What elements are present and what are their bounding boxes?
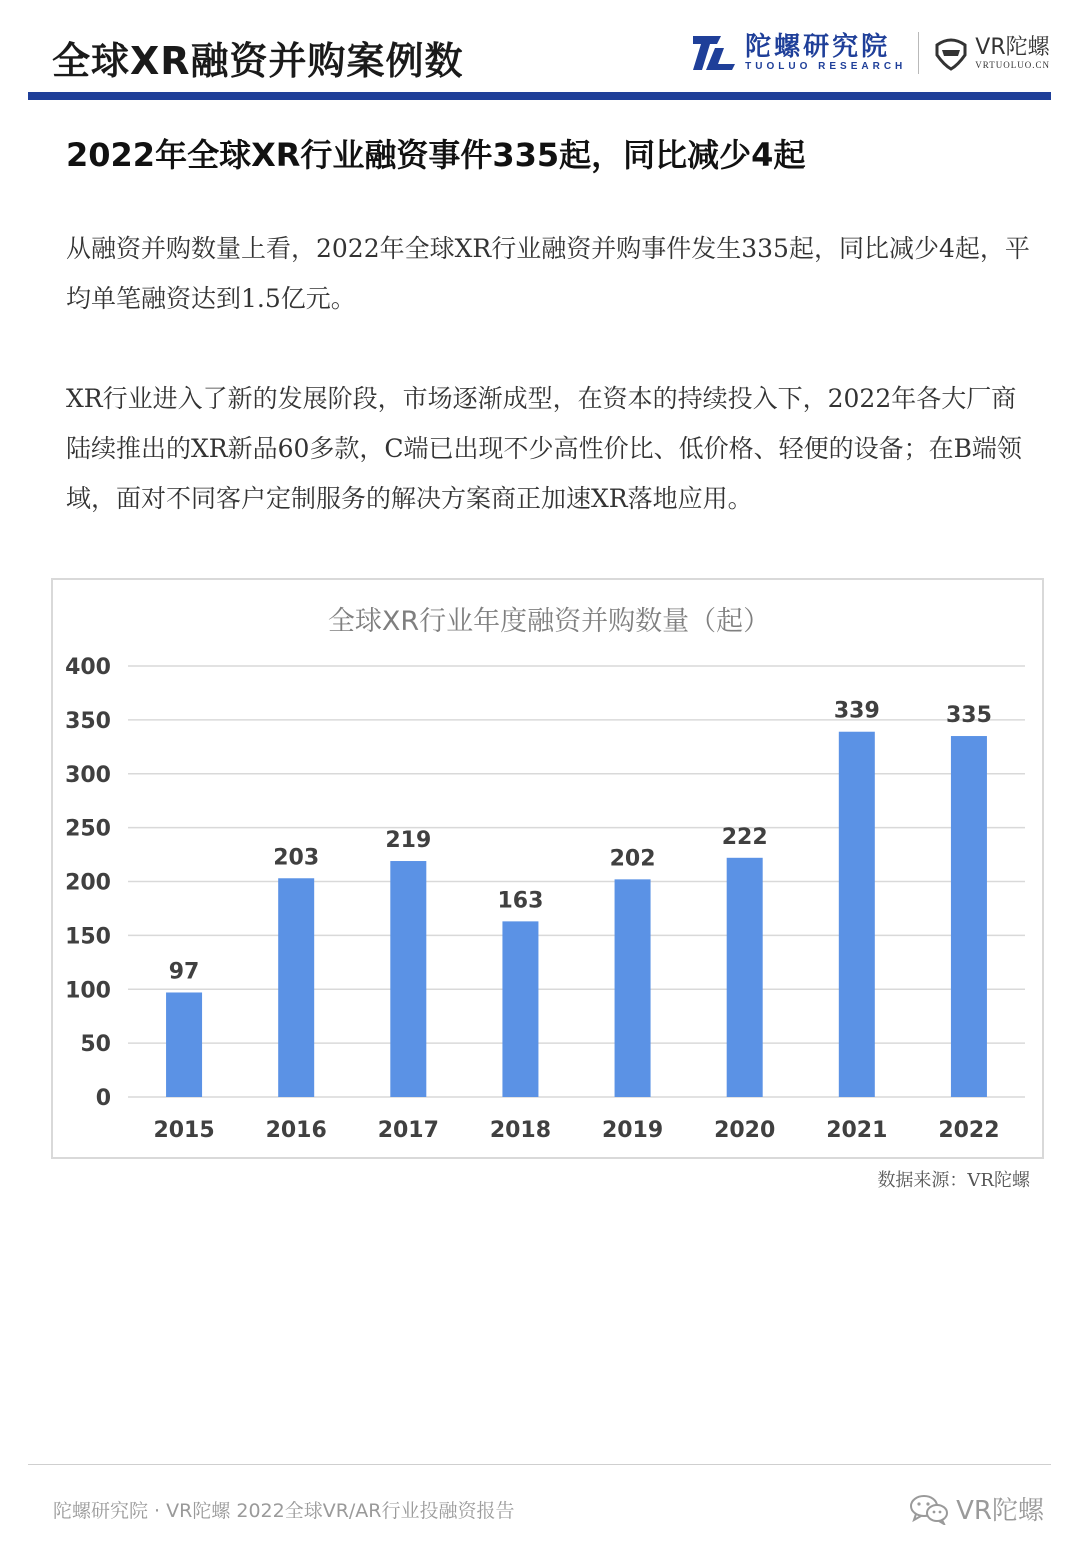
data-label: 97	[168, 959, 200, 985]
y-tick-label: 0	[95, 1086, 111, 1111]
y-tick-label: 250	[65, 816, 111, 842]
brand-logos	[691, 28, 1050, 78]
wechat-icon	[908, 1493, 950, 1525]
brand-name-cn: 陀螺研究院	[745, 32, 891, 62]
bar	[390, 861, 426, 1097]
x-tick-label: 2021	[826, 1118, 888, 1143]
bar	[727, 858, 763, 1097]
vr-name-en: VRTUOLUO.CN	[975, 60, 1050, 70]
bar	[502, 921, 538, 1097]
bar	[839, 732, 875, 1097]
y-tick-label: 200	[65, 870, 111, 896]
bar	[278, 878, 314, 1097]
footer-rule	[28, 1464, 1051, 1465]
paragraph-1: 从融资并购数量上看，2022年全球XR行业融资并购事件发生335起，同比减少4起，平均单笔融资达到1.5亿元。	[66, 234, 1030, 313]
x-tick-label: 2019	[601, 1118, 664, 1143]
x-tick-label: 2020	[714, 1118, 776, 1143]
chart-container	[51, 578, 1044, 1159]
brand-separator	[918, 32, 919, 74]
brand-name-en: TUOLUO RESEARCH	[745, 61, 907, 72]
vr-tuoluo-logo	[931, 33, 1050, 73]
page-title: 全球XR融资并购案例数	[52, 39, 464, 83]
x-tick-label: 2022	[938, 1118, 1000, 1143]
y-tick-label: 50	[80, 1032, 111, 1058]
y-tick-label: 150	[65, 924, 111, 950]
vr-headset-icon	[931, 33, 971, 73]
wechat-account	[908, 1490, 1044, 1527]
data-source: 数据来源：VR陀螺	[877, 1170, 1030, 1191]
bar	[951, 736, 987, 1097]
header-rule	[28, 92, 1051, 100]
paragraph-2: XR行业进入了新的发展阶段，市场逐渐成型，在资本的持续投入下，2022年各大厂商陆续推出的XR新品60多款，C端已出现不少高性价比、低价格、轻便的设备；在B端领域，面对不同客户定制服务的解决方案商正加速XR落地应用。	[66, 384, 1022, 513]
data-label: 339	[833, 698, 880, 724]
tuoluo-logo-icon	[691, 32, 737, 74]
data-label: 219	[385, 828, 432, 854]
data-label: 335	[945, 703, 992, 729]
data-label: 163	[497, 888, 544, 914]
headline: 2022年全球XR行业融资事件335起，同比减少4起	[66, 136, 806, 174]
data-label: 203	[273, 845, 320, 871]
y-tick-label: 350	[65, 708, 111, 734]
data-label: 222	[721, 824, 768, 850]
wechat-name: VR陀螺	[956, 1496, 1044, 1526]
y-tick-label: 300	[65, 762, 111, 788]
x-tick-label: 2015	[153, 1118, 215, 1143]
y-tick-label: 100	[65, 978, 111, 1004]
y-tick-label: 400	[65, 655, 111, 680]
data-label: 202	[609, 846, 656, 872]
footer-text: 陀螺研究院 · VR陀螺 2022全球VR/AR行业投融资报告	[53, 1500, 515, 1522]
bar	[166, 992, 202, 1097]
vr-name-cn: VR陀螺	[975, 35, 1050, 60]
bar-chart	[53, 580, 1046, 1161]
x-tick-label: 2016	[265, 1118, 327, 1143]
x-tick-label: 2017	[377, 1118, 439, 1143]
chart-title: 全球XR行业年度融资并购数量（起）	[327, 606, 771, 637]
x-tick-label: 2018	[489, 1118, 552, 1143]
bar	[615, 879, 651, 1097]
